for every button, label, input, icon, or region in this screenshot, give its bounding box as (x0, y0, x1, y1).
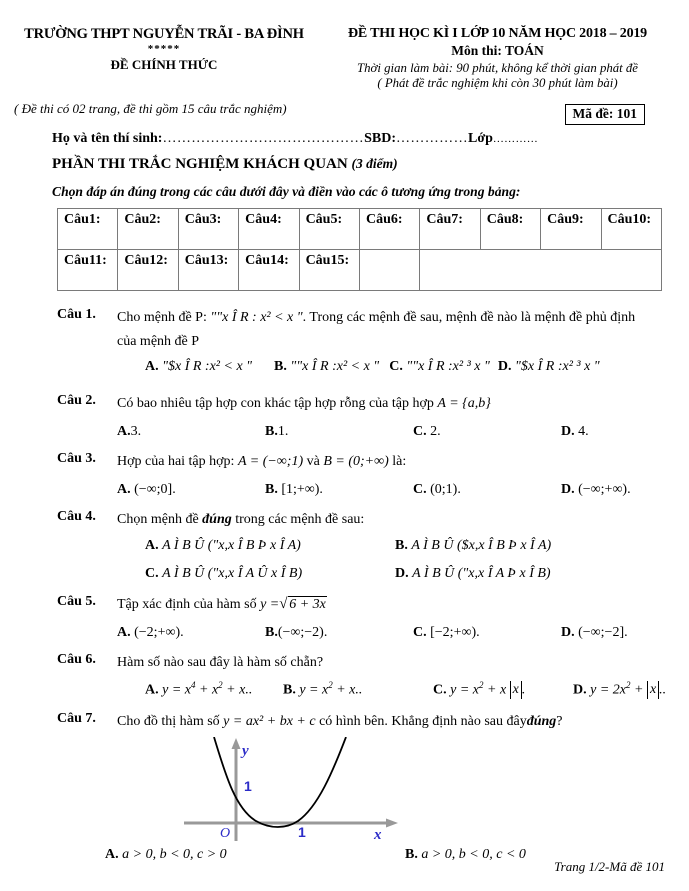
option-text: "$x Î R :x² < x " (162, 359, 253, 375)
question-6-option-B[interactable] (283, 679, 433, 701)
question-3 (57, 451, 679, 500)
q3-set-b: B = (0;+∞) (323, 454, 389, 470)
answer-cell[interactable]: Câu5: (299, 209, 359, 250)
option-letter: D. (561, 424, 575, 440)
option-text: [−2;+∞). (430, 625, 480, 641)
class-dots[interactable]: ………… (492, 133, 539, 145)
option-letter: A. (117, 424, 131, 440)
answer-cell[interactable]: Câu8: (480, 209, 540, 250)
answer-cell[interactable]: Câu14: (239, 250, 299, 291)
question-3-stem (117, 451, 679, 473)
option-letter: A. (145, 682, 159, 698)
question-4-option-B[interactable] (395, 535, 551, 556)
y-axis-arrow (232, 738, 241, 749)
exam-handout-note: ( Phát đề trắc nghiệm khi còn 30 phút làm bài) (377, 76, 618, 90)
option-letter: C. (413, 481, 427, 497)
x-axis-label: x (374, 827, 382, 844)
option-text-pre: y = x (299, 682, 329, 698)
option-text-pre: y = x (450, 682, 479, 698)
answer-cell[interactable]: Câu2: (118, 209, 178, 250)
q3-stem-text: Hợp của hai tập hợp: (117, 454, 235, 470)
option-letter: B. (265, 481, 278, 497)
q1-stem-part-a: Cho mệnh đề P: (117, 310, 207, 325)
question-4-option-C[interactable] (145, 563, 395, 584)
y-axis-label: y (242, 743, 249, 760)
question-2-stem (117, 393, 679, 415)
question-7-option-B[interactable] (405, 847, 526, 863)
answer-grid-row-2 (58, 250, 662, 291)
student-info-row (52, 131, 689, 147)
question-6-stem: Hàm số nào sau đây là hàm số chẵn? (117, 655, 324, 671)
option-text-post: + x.. (222, 682, 253, 698)
x-axis-arrow (386, 819, 398, 828)
option-text: A Ì B Û ("x,x Î A Þ x Î B) (412, 566, 551, 582)
option-text: [1;+∞). (281, 481, 323, 497)
question-7-label: Câu 7. (57, 711, 96, 727)
school-name: TRƯỜNG THPT NGUYỄN TRÃI - BA ĐÌNH (24, 26, 304, 42)
question-4-label: Câu 4. (57, 508, 96, 524)
question-1-stem-line2: của mệnh đề P (117, 333, 200, 349)
question-5-option-A[interactable] (117, 622, 265, 643)
exponent: 2 (328, 679, 333, 690)
q5-stem-text: Tập xác định của hàm số (117, 597, 257, 613)
option-text: a > 0, b < 0, c > 0 (122, 847, 227, 863)
header-left-block (14, 26, 314, 91)
question-1-option-D[interactable] (498, 356, 600, 377)
answer-cell[interactable]: Câu3: (178, 209, 238, 250)
official-exam-label: ĐỀ CHÍNH THỨC (110, 57, 218, 72)
option-letter: A. (145, 538, 159, 554)
sbd-dots[interactable]: …………… (395, 131, 468, 146)
answer-grid (57, 208, 662, 291)
answer-cell[interactable]: Câu11: (58, 250, 118, 291)
parabola-graph-svg (178, 737, 408, 845)
option-letter: D. (573, 682, 587, 698)
option-text: 3. (130, 424, 142, 440)
question-2-options (117, 421, 679, 442)
question-2-option-C[interactable] (413, 421, 561, 442)
exam-title: ĐỀ THI HỌC KÌ I LỚP 10 NĂM HỌC 2018 – 2019 (348, 26, 647, 41)
option-letter: B. (405, 847, 418, 863)
q2-stem-text: Có bao nhiêu tập hợp con khác tập hợp rỗng của tập hợp (117, 396, 434, 412)
question-3-option-B[interactable] (265, 479, 413, 500)
question-3-option-C[interactable] (413, 479, 561, 500)
absolute-value: x (647, 681, 659, 699)
answer-cell[interactable]: Câu6: (359, 209, 419, 250)
question-3-options (117, 479, 679, 500)
answer-cell[interactable]: Câu12: (118, 250, 178, 291)
option-text: (−∞;−2). (277, 625, 328, 641)
square-root-expression (279, 594, 327, 616)
y-tick-label: 1 (244, 778, 252, 795)
question-6-option-A[interactable] (145, 679, 283, 701)
q7-function: y = ax² + bx + c (223, 714, 316, 730)
q3-set-a: A = (−∞;1) (237, 454, 304, 470)
exam-duration: Thời gian làm bài: 90 phút, không kể thời gian phát đề (357, 61, 638, 75)
option-letter: A. (117, 625, 131, 641)
question-3-label: Câu 3. (57, 451, 96, 467)
q7-stem-part-a: Cho đồ thị hàm số (117, 714, 220, 730)
option-letter: B. (395, 538, 408, 554)
section-title (52, 156, 689, 173)
option-text-mid: + (630, 682, 647, 698)
exponent: 2 (218, 679, 223, 690)
answer-cell[interactable]: Câu9: (541, 209, 601, 250)
question-2-option-B[interactable] (265, 421, 413, 442)
q4-stem-part-a: Chọn mệnh đề (117, 511, 199, 527)
option-text: (−∞;0]. (134, 481, 176, 497)
option-text: (−∞;−2]. (578, 625, 628, 641)
question-4-stem (117, 509, 679, 531)
option-text-post: . (521, 682, 526, 698)
option-text: 1. (277, 424, 289, 440)
question-4-options-row1 (117, 535, 679, 556)
answer-cell[interactable]: Câu7: (420, 209, 480, 250)
question-1-stem (117, 307, 679, 329)
option-letter: D. (395, 566, 409, 582)
answer-cell[interactable]: Câu10: (601, 209, 661, 250)
question-5 (57, 594, 679, 643)
q7-stem-part-b: có hình bên. Khẳng định nào sau đây (319, 714, 527, 730)
exponent: 2 (479, 679, 484, 690)
question-2-label: Câu 2. (57, 393, 96, 409)
question-1-options (117, 356, 679, 377)
option-text: 4. (578, 424, 589, 440)
option-letter: A. (145, 359, 159, 375)
question-6-option-C[interactable] (433, 679, 573, 701)
option-text: A Ì B Û ("x,x Î B Þ x Î A) (162, 538, 301, 554)
q2-set-expression: A = {a,b} (437, 396, 491, 412)
option-letter: C. (433, 682, 447, 698)
question-5-options (117, 622, 679, 643)
q5-function-lhs: y = (260, 597, 280, 613)
sbd-label: SBD: (364, 131, 396, 146)
answer-cell[interactable]: Câu1: (58, 209, 118, 250)
option-text-pre: y = x (162, 682, 191, 698)
option-letter: B. (265, 625, 278, 641)
question-5-option-C[interactable] (413, 622, 561, 643)
option-text-post: + x.. (332, 682, 363, 698)
q3-stem-tail: là: (392, 454, 407, 470)
answer-cell[interactable]: Câu13: (178, 250, 238, 291)
option-text: A Ì B Û ($x,x Î B Þ x Î A) (411, 538, 552, 554)
option-text: "$x Î R :x² ³ x " (515, 359, 600, 375)
section-title-text: PHẦN THI TRẮC NGHIỆM KHÁCH QUAN (52, 156, 348, 172)
option-letter: B. (265, 424, 278, 440)
option-letter: D. (561, 481, 575, 497)
question-5-option-B[interactable] (265, 622, 413, 643)
option-text: 2. (430, 424, 441, 440)
question-6-options (117, 679, 679, 701)
q4-stem-part-b: trong các mệnh đề sau: (235, 511, 365, 527)
option-text: (0;1). (430, 481, 461, 497)
pages-note: ( Đề thi có 02 trang, đề thi gồm 15 câu trắc nghiệm) (14, 101, 287, 116)
option-text: (−∞;+∞). (578, 481, 631, 497)
option-letter: C. (413, 625, 427, 641)
question-6 (57, 652, 679, 700)
option-text: (−2;+∞). (134, 625, 184, 641)
option-letter: D. (497, 359, 512, 375)
student-name-dots[interactable]: …………………………………… (162, 131, 365, 146)
question-3-option-D[interactable] (561, 479, 631, 500)
question-6-option-D[interactable] (573, 679, 666, 701)
student-name-label: Họ và tên thí sinh: (52, 131, 163, 146)
question-1-label: Câu 1. (57, 307, 96, 322)
document-header (0, 0, 689, 91)
option-text: a > 0, b < 0, c < 0 (421, 847, 526, 863)
option-letter: C. (413, 424, 427, 440)
option-text: ""x Î R :x² < x " (290, 359, 380, 375)
q1-proposition: ""x Î R : x² < x " (210, 310, 303, 325)
answer-cell[interactable]: Câu4: (239, 209, 299, 250)
origin-label: O (220, 826, 231, 842)
q5-radicand: 6 + 3x (289, 597, 326, 613)
option-letter: C. (389, 359, 403, 375)
option-letter: B. (283, 682, 296, 698)
section-instruction: Chọn đáp án đúng trong các câu dưới đây và điền vào các ô tương ứng trong bảng: (52, 184, 521, 199)
option-letter: A. (117, 481, 131, 497)
q7-stem-emphasis: đúng (526, 714, 557, 730)
question-4-option-D[interactable] (395, 563, 551, 584)
section-points: (3 điểm) (351, 156, 398, 171)
question-2 (57, 393, 679, 442)
question-4-option-A[interactable] (145, 535, 395, 556)
question-4-options-row2 (117, 563, 679, 584)
q3-conjunction: và (306, 454, 320, 470)
question-3-option-A[interactable] (117, 479, 265, 500)
parabola-curve (214, 737, 346, 827)
question-2-option-A[interactable] (117, 421, 265, 442)
question-7 (57, 711, 679, 733)
absolute-value: x (510, 681, 522, 699)
question-4 (57, 509, 679, 585)
exam-subject: Môn thi: TOÁN (451, 43, 544, 58)
exam-code-box: Mã đề: 101 (565, 104, 646, 125)
question-7-stem (117, 711, 679, 733)
class-label: Lớp (467, 131, 493, 146)
q7-stem-part-c: ? (556, 714, 563, 730)
q1-stem-part-b: . Trong các mệnh đề sau, mệnh đề nào là mệnh đề phủ định (302, 310, 636, 325)
question-1 (57, 307, 679, 377)
page-footer: Trang 1/2-Mã đề 101 (554, 859, 665, 874)
parabola-figure (0, 737, 689, 845)
question-1-option-A[interactable] (145, 356, 252, 377)
q4-stem-emphasis: đúng (202, 511, 232, 527)
question-1-option-C[interactable] (389, 356, 490, 377)
question-1-option-B[interactable] (274, 356, 379, 377)
exponent: 4 (191, 679, 196, 690)
question-2-option-D[interactable] (561, 421, 589, 442)
question-5-stem (117, 594, 679, 616)
exponent: 2 (626, 679, 631, 690)
option-text: A Ì B Û ("x,x Î A Û x Î B) (162, 566, 303, 582)
option-text-mid: + x (483, 682, 510, 698)
answer-grid-row-1 (58, 209, 662, 250)
option-text-pre: y = 2x (590, 682, 626, 698)
option-text: ""x Î R :x² ³ x " (406, 359, 490, 375)
header-right-block (314, 26, 675, 91)
option-text-post: .. (659, 682, 667, 698)
question-6-label: Câu 6. (57, 652, 96, 668)
option-text-mid: + x (195, 682, 219, 698)
option-letter: D. (561, 625, 575, 641)
option-letter: A. (105, 847, 119, 863)
option-letter: C. (145, 566, 159, 582)
question-5-option-D[interactable] (561, 622, 628, 643)
star-divider: ***** (147, 43, 181, 55)
x-tick-label: 1 (298, 824, 306, 841)
option-letter: B. (274, 359, 287, 375)
question-5-label: Câu 5. (57, 594, 96, 610)
question-7-option-A[interactable] (105, 847, 345, 863)
answer-cell[interactable]: Câu15: (299, 250, 359, 291)
